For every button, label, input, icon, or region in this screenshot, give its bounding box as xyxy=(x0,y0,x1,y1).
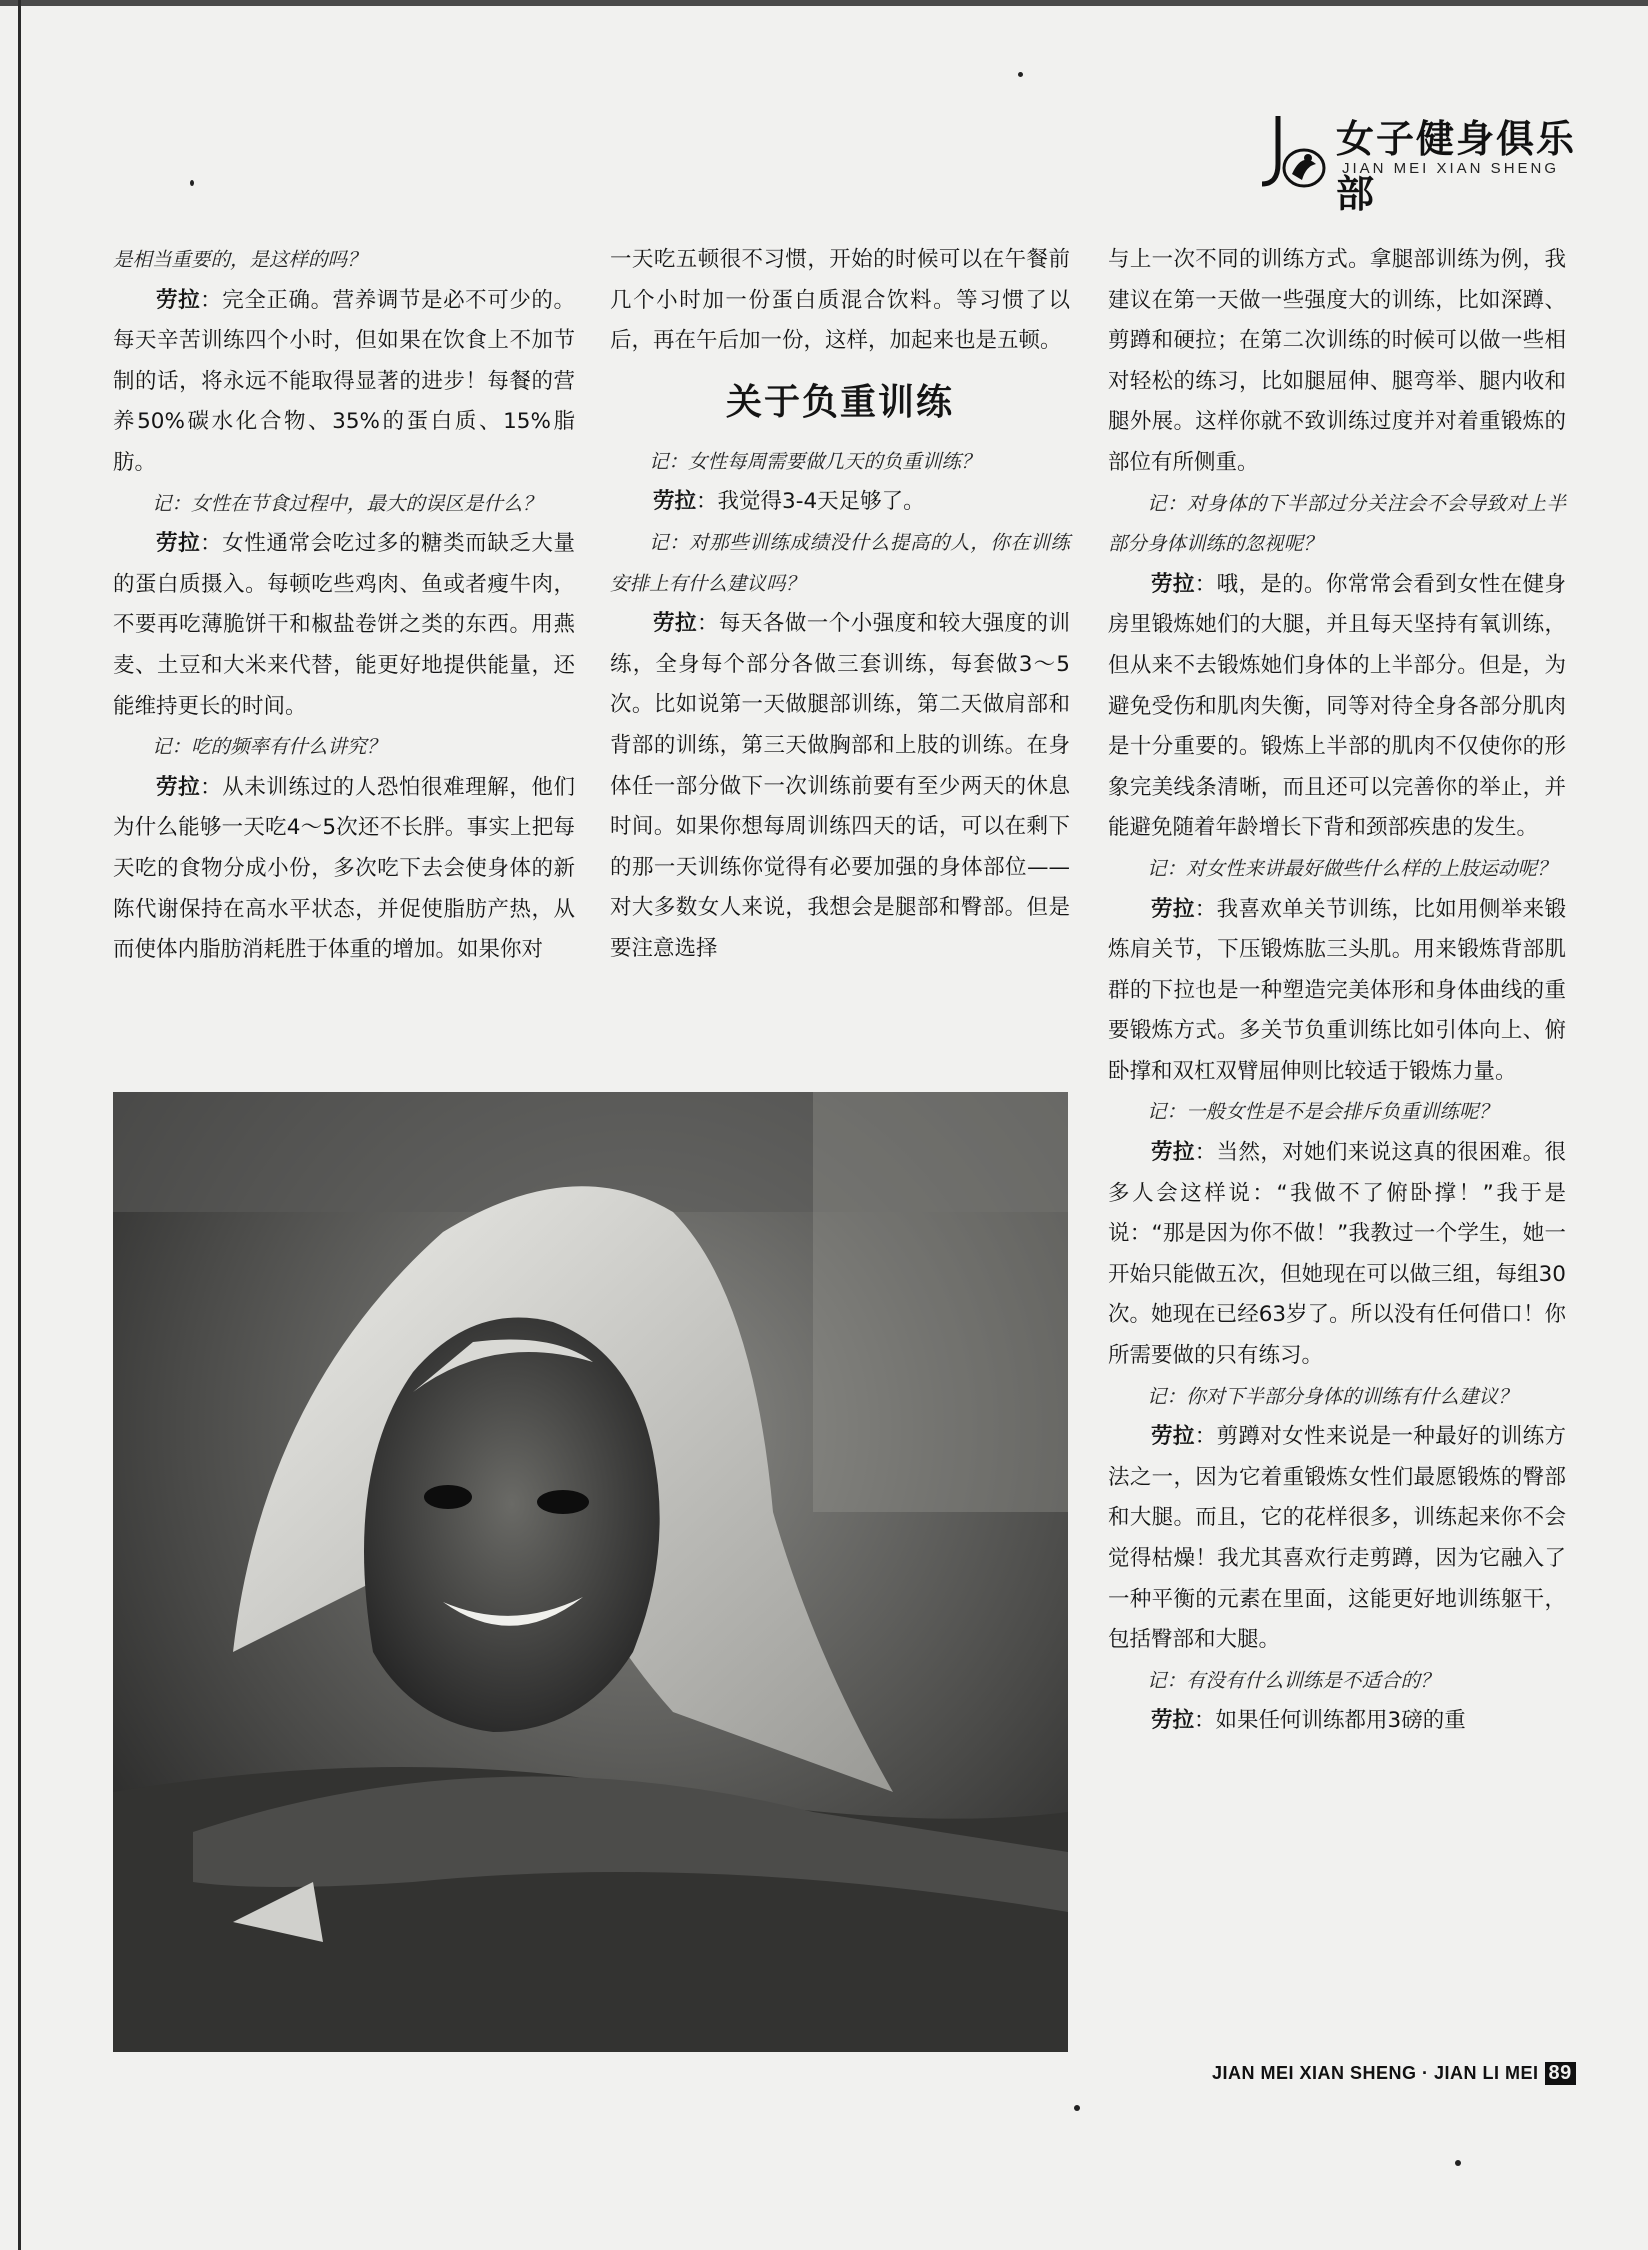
club-logo-icon xyxy=(1258,112,1330,194)
answer-text: ：当然，对她们来说这真的很困难。很多人会这样说：“我做不了俯卧撑！”我于是说：“那是因为你不做！”我教过一个学生，她一开始只能做五次，但她现在可以做三组，每组30次。她现在已经63岁了。所以没有任何借口！你所需要做的只有练习。 xyxy=(1108,1140,1566,1369)
interview-answer xyxy=(1108,1701,1566,1742)
speaker-name: 劳拉 xyxy=(1151,896,1195,922)
speaker-name: 劳拉 xyxy=(653,489,697,515)
interviewer-question: 记：一般女性是不是会排斥负重训练呢？ xyxy=(1147,1100,1499,1124)
speaker-name: 劳拉 xyxy=(653,611,697,637)
section-heading: 关于负重训练 xyxy=(725,381,954,423)
column-2-body xyxy=(610,442,1070,970)
interview-answer xyxy=(610,482,1070,523)
interview-answer xyxy=(1108,1133,1566,1377)
answer-text: ：哦，是的。你常常会看到女性在健身房里锻炼她们的大腿，并且每天坚持有氧训练，但从来不去锻炼她们身体的上半部分。但是，为避免受伤和肌肉失衡，同等对待全身各部分肌肉是十分重要的。锻炼上半部的肌肉不仅使你的形象完美线条清晰，而且还可以完善你的举止，并能避免随着年龄增长下背和颈部疾患的发生。 xyxy=(1108,571,1566,841)
portrait-photo xyxy=(113,1092,1068,2052)
interview-answer xyxy=(113,281,575,484)
section-brand-subtitle: JIAN MEI XIAN SHENG xyxy=(1342,160,1560,177)
speaker-name: 劳拉 xyxy=(156,531,201,557)
answer-text: ：我喜欢单关节训练，比如用侧举来锻炼肩关节，下压锻炼肱三头肌。用来锻炼背部肌群的下拉也是一种塑造完美体形和身体曲线的重要锻炼方式。多关节负重训练比如引体向上、俯卧撑和双杠双臂屈伸则比较适于锻炼力量。 xyxy=(1108,896,1566,1084)
answer-text: ：我觉得3-4天足够了。 xyxy=(696,489,925,515)
interviewer-question: 记：女性每周需要做几天的负重训练？ xyxy=(649,449,981,473)
portrait-image xyxy=(113,1092,1068,2052)
speaker-name: 劳拉 xyxy=(1151,1140,1195,1166)
text-column-1 xyxy=(113,240,575,971)
answer-text: ：从未训练过的人恐怕很难理解，他们为什么能够一天吃4～5次还不长胖。事实上把每天吃的食物分成小份，多次吃下去会使身体的新陈代谢保持在高水平状态，并促使脂肪产热，从而使体内脂肪消耗胜于体重的增加。如果你对 xyxy=(113,774,575,963)
interviewer-question: 记：吃的频率有什么讲究？ xyxy=(152,735,387,759)
page-number: 89 xyxy=(1545,2062,1576,2085)
speaker-name: 劳拉 xyxy=(1151,1424,1195,1450)
answer-text: ：每天各做一个小强度和较大强度的训练，全身每个部分各做三套训练，每套做3～5次。比如说第一天做腿部训练，第二天做肩部和背部的训练，第三天做胸部和上肢的训练。在身体任一部分做下一次训练前要有至少两天的休息时间。如果你想每周训练四天的话，可以在剩下的那一天训练你觉得有必要加强的身体部位——对大多数女人来说，我想会是腿部和臀部。但是要注意选择 xyxy=(610,611,1070,961)
scan-page-edge xyxy=(18,0,21,2250)
page-footer xyxy=(1212,2062,1576,2085)
interviewer-question: 记：女性在节食过程中，最大的误区是什么？ xyxy=(152,491,543,515)
text-column-3 xyxy=(1108,240,1566,1742)
answer-text: ：女性通常会吃过多的糖类而缺乏大量的蛋白质摄入。每顿吃些鸡肉、鱼或者瘦牛肉，不要再吃薄脆饼干和椒盐卷饼之类的东西。用燕麦、土豆和大米来代替，能更好地提供能量，还能维持更长的时间。 xyxy=(113,531,575,719)
interviewer-question: 记：对那些训练成绩没什么提高的人，你在训练安排上有什么建议吗？ xyxy=(610,530,1070,595)
column-2-continuation: 一天吃五顿很不习惯，开始的时候可以在午餐前几个小时加一份蛋白质混合饮料。等习惯了以后，再在午后加一份，这样，加起来也是五顿。 xyxy=(610,247,1070,354)
column-3-continuation: 与上一次不同的训练方式。拿腿部训练为例，我建议在第一天做一些强度大的训练，比如深蹲、剪蹲和硬拉；在第二次训练的时候可以做一些相对轻松的练习，比如腿屈伸、腿弯举、腿内收和腿外展。这样你就不致训练过度并对着重锻炼的部位有所侧重。 xyxy=(1108,247,1566,475)
scan-top-edge xyxy=(0,0,1648,6)
interviewer-question: 记：对女性来讲最好做些什么样的上肢运动呢？ xyxy=(1147,856,1557,880)
interview-answer xyxy=(610,604,1070,969)
interview-answer xyxy=(113,768,575,971)
interview-answer xyxy=(1108,1417,1566,1661)
answer-text: ：完全正确。营养调节是必不可少的。每天辛苦训练四个小时，但如果在饮食上不加节制的话，将永远不能取得显著的进步！每餐的营养50%碳水化合物、35%的蛋白质、15%脂肪。 xyxy=(113,287,575,475)
answer-text: ：如果任何训练都用3磅的重 xyxy=(1194,1708,1466,1734)
answer-text: ：剪蹲对女性来说是一种最好的训练方法之一，因为它着重锻炼女性们最愿锻炼的臀部和大腿。而且，它的花样很多，训练起来你不会觉得枯燥！我尤其喜欢行走剪蹲，因为它融入了一种平衡的元素在里面，这能更好地训练躯干，包括臀部和大腿。 xyxy=(1108,1424,1566,1653)
interview-answer xyxy=(1108,890,1566,1093)
text-column-2 xyxy=(610,240,1070,970)
interviewer-question: 记：你对下半部分身体的训练有什么建议？ xyxy=(1147,1384,1518,1408)
section-brand-title: 女子健身俱乐部 xyxy=(1336,117,1577,216)
interviewer-question: 记：对身体的下半部过分关注会不会导致对上半部分身体训练的忽视呢？ xyxy=(1108,491,1566,556)
scan-speck xyxy=(1455,2160,1461,2166)
speaker-name: 劳拉 xyxy=(1151,571,1195,597)
speaker-name: 劳拉 xyxy=(156,774,201,800)
scan-speck xyxy=(1074,2105,1080,2111)
column-3-body xyxy=(1108,484,1566,1742)
interviewer-question: 是相当重要的，是这样的吗？ xyxy=(113,248,367,271)
footer-text: JIAN MEI XIAN SHENG · JIAN LI MEI xyxy=(1212,2063,1539,2083)
scan-speck xyxy=(190,180,194,186)
interview-answer xyxy=(113,524,575,727)
interviewer-question: 记：有没有什么训练是不适合的？ xyxy=(1147,1668,1440,1692)
speaker-name: 劳拉 xyxy=(156,287,201,313)
magazine-header xyxy=(1258,108,1588,216)
scan-speck xyxy=(1018,72,1023,77)
speaker-name: 劳拉 xyxy=(1151,1708,1195,1734)
interview-answer xyxy=(1108,565,1566,849)
